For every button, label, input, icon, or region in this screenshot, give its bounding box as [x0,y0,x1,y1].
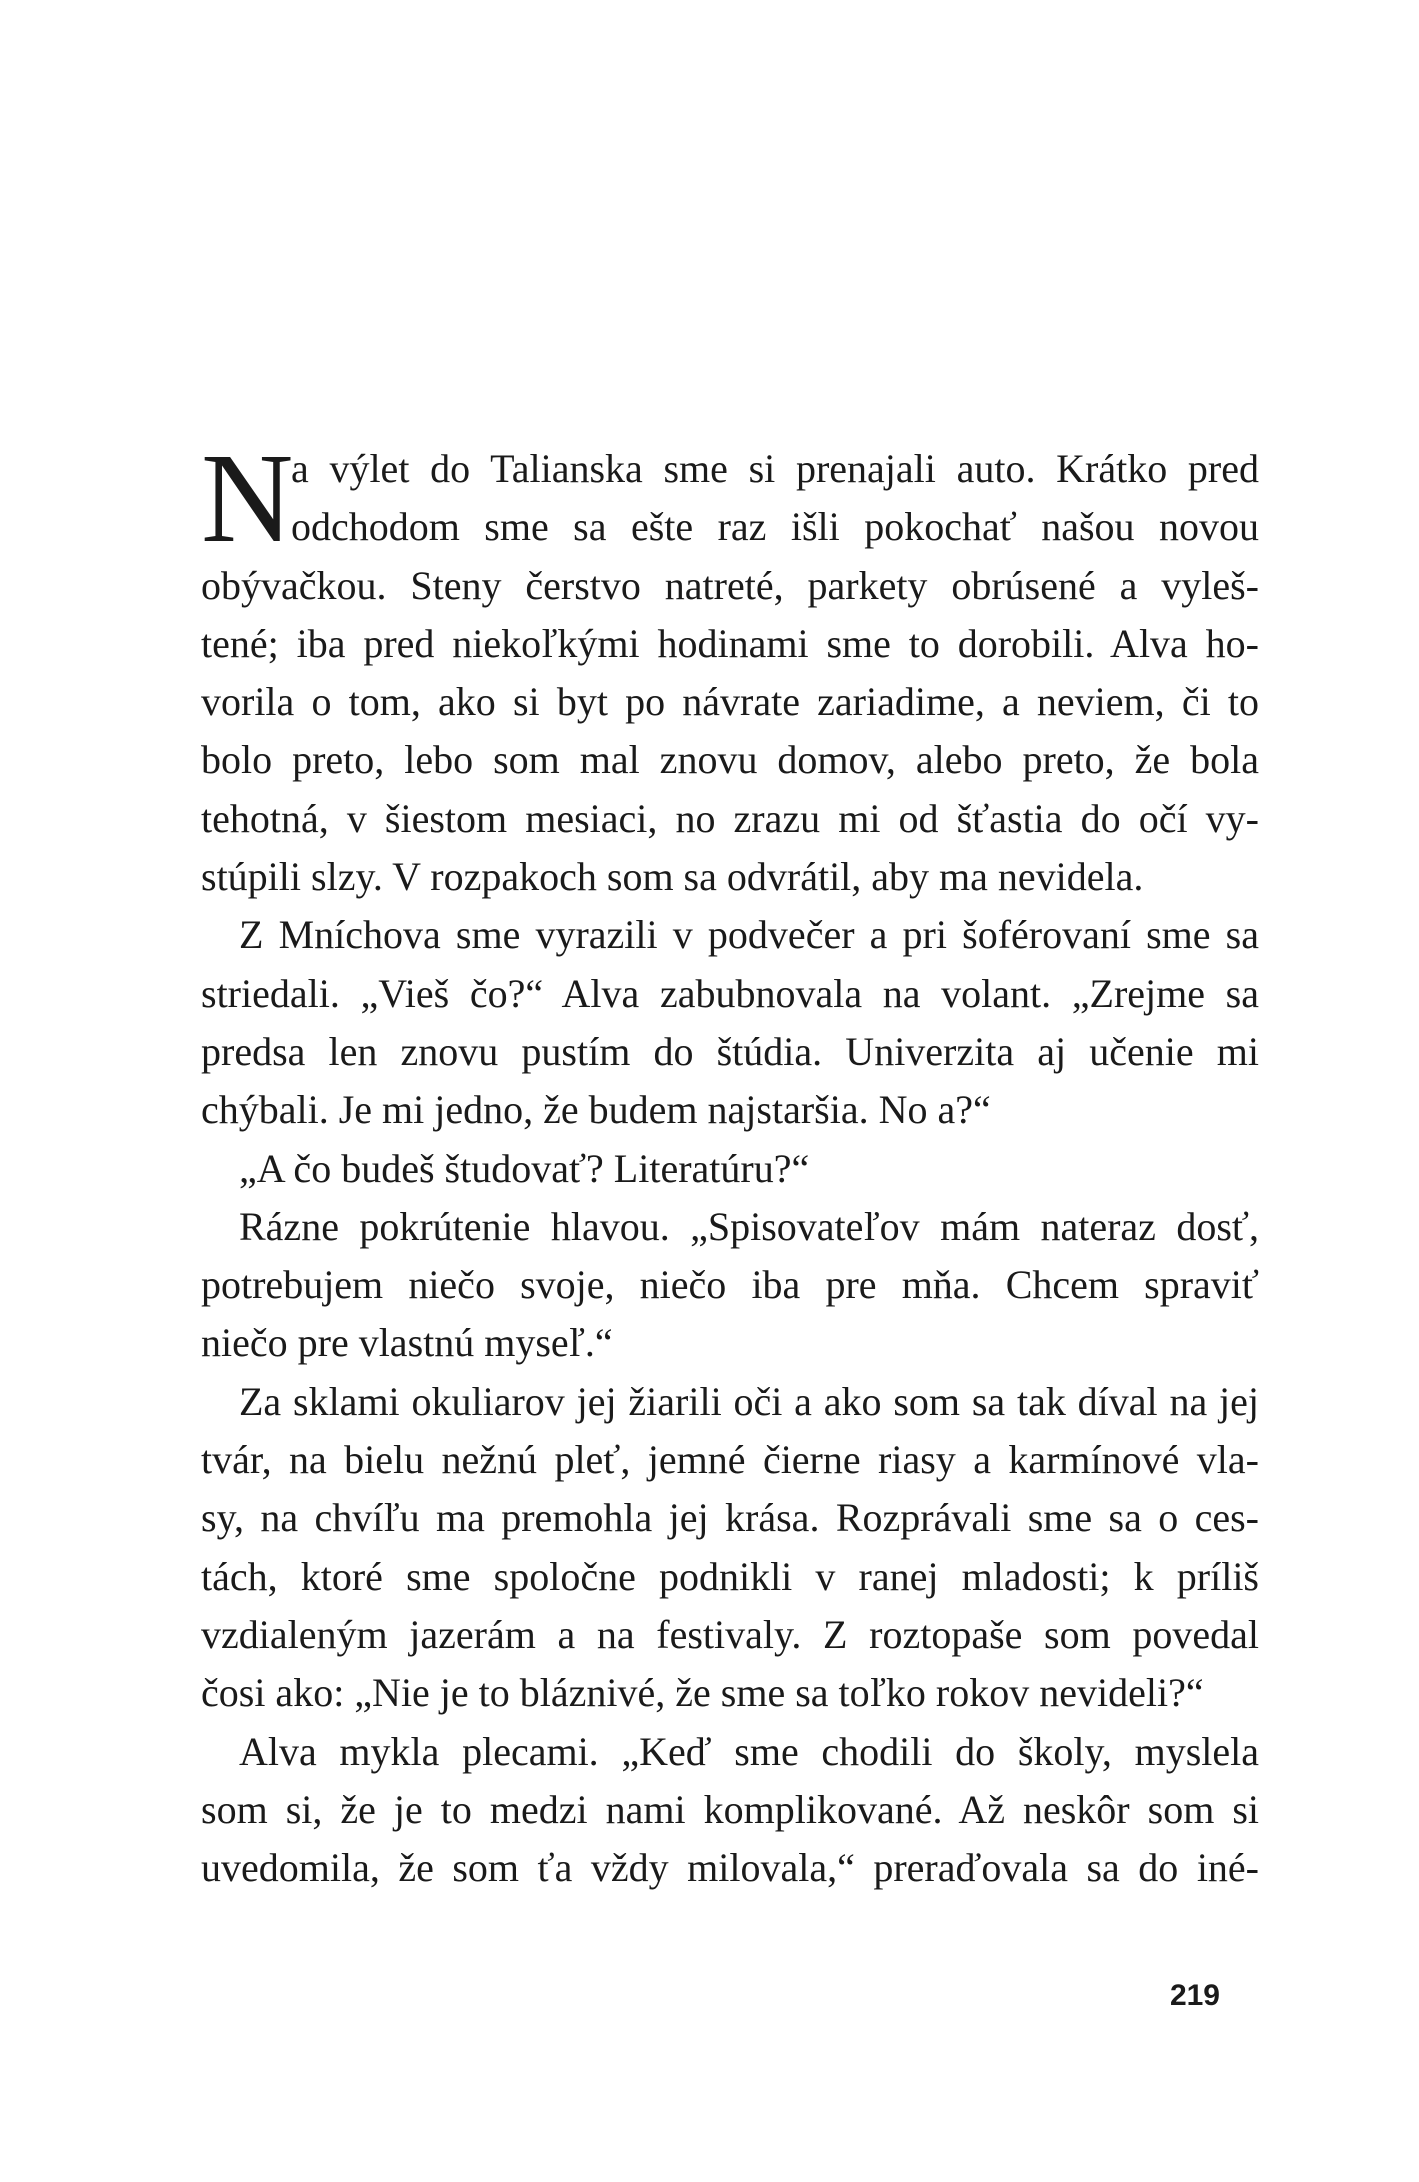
text-line: „A čo budeš študovať? Literatúru?“ [239,1145,810,1191]
paragraph-4 [201,1198,1259,1373]
text-line: striedali. „Vieš čo?“ Alva zabubnovala na volant. „Zrejme sa [201,970,1259,1016]
text-line: sy, na chvíľu ma premohla jej krása. Rozprávali sme sa o ces- [201,1495,1259,1541]
text-line: tách, ktoré sme spoločne podnikli v ranej mladosti; k príliš [201,1553,1259,1599]
text-line: a výlet do Talianska sme si prenajali auto. Krátko pred [291,446,1259,491]
paragraph-6 [201,1723,1259,1898]
text-line: tvár, na bielu nežnú pleť, jemné čierne riasy a karmínové vla- [201,1437,1259,1483]
body-text [201,427,1259,1897]
paragraph-5 [201,1373,1259,1723]
text-line: stúpili slzy. V rozpakoch som sa odvrátil, aby ma nevidela. [201,854,1144,900]
text-line: predsa len znovu pustím do štúdia. Univerzita aj učenie mi [201,1028,1259,1074]
text-line: vorila o tom, ako si byt po návrate zariadime, a neviem, či to [201,679,1259,725]
text-line: niečo pre vlastnú myseľ.“ [201,1320,613,1366]
text-line: Z Mníchova sme vyrazili v podvečer a pri šoférovaní sme sa [239,912,1259,958]
paragraph-1 [201,427,1259,906]
text-line: obývačkou. Steny čerstvo natreté, parkety obrúsené a vyleš- [201,562,1259,608]
text-line: tehotná, v šiestom mesiaci, no zrazu mi od šťastia do očí vy- [201,795,1259,841]
text-line: čosi ako: „Nie je to bláznivé, že sme sa toľko rokov nevideli?“ [201,1670,1204,1716]
text-line: Rázne pokrútenie hlavou. „Spisovateľov mám nateraz dosť, [239,1203,1259,1249]
text-line: uvedomila, že som ťa vždy milovala,“ preraďovala sa do iné- [201,1845,1259,1891]
page-number: 219 [1169,1979,1220,2012]
text-line: odchodom sme sa ešte raz išli pokochať našou novou [291,504,1259,550]
text-line: tené; iba pred niekoľkými hodinami sme to dorobili. Alva ho- [201,620,1259,666]
text-line: bolo preto, lebo som mal znovu domov, alebo preto, že bola [201,737,1259,783]
paragraph-3 [201,1140,1259,1198]
text-line: Za sklami okuliarov jej žiarili oči a ako som sa tak díval na jej [239,1378,1259,1424]
text-line: vzdialeným jazerám a na festivaly. Z roztopaše som povedal [201,1611,1259,1657]
text-line: chýbali. Je mi jedno, že budem najstaršia. No a?“ [201,1087,991,1133]
text-line: som si, že je to medzi nami komplikované. Až neskôr som si [201,1786,1259,1832]
text-line: potrebujem niečo svoje, niečo iba pre mňa. Chcem spraviť [201,1262,1259,1308]
drop-cap: N [201,427,294,569]
paragraph-2 [201,906,1259,1139]
text-line: Alva mykla plecami. „Keď sme chodili do školy, myslela [239,1728,1259,1774]
